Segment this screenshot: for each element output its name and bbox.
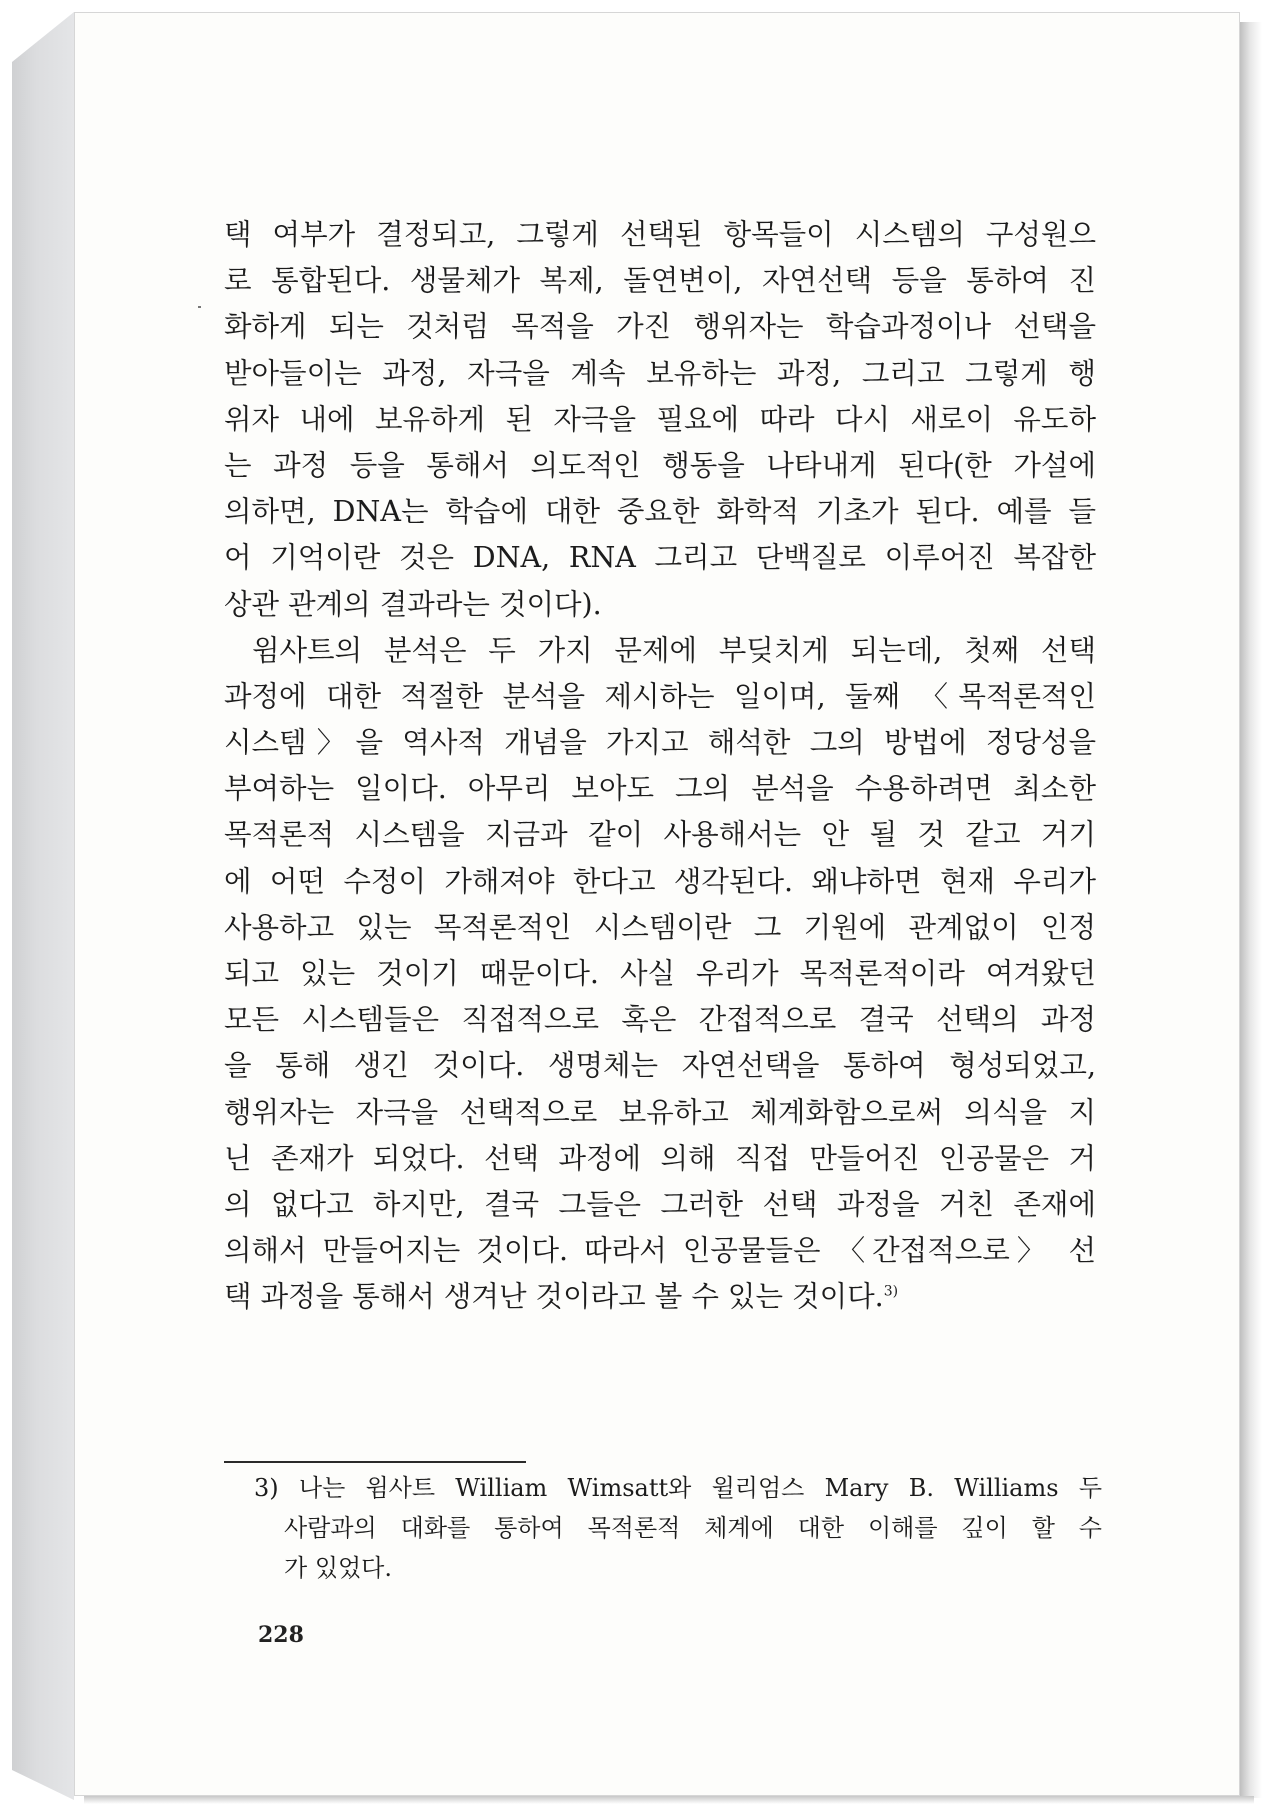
body-line: 는 과정 등을 통해서 의도적인 행동을 나타내게 된다(한 가설에 <box>224 448 1096 482</box>
body-line: 어 기억이란 것은 DNA, RNA 그리고 단백질로 이루어진 복잡한 <box>224 541 1096 575</box>
body-line: 받아들이는 과정, 자극을 계속 보유하는 과정, 그리고 그렇게 행 <box>224 356 1096 390</box>
body-line: 을 통해 생긴 것이다. 생명체는 자연선택을 통하여 형성되었고, <box>224 1049 1096 1083</box>
body-text <box>224 212 1096 1321</box>
body-line: 위자 내에 보유하게 된 자극을 필요에 따라 다시 새로이 유도하 <box>224 402 1096 436</box>
footnote-line: 사람과의 대화를 통하여 목적론적 체계에 대한 이해를 깊이 할 수 <box>284 1514 1102 1542</box>
body-line: 화하게 되는 것처럼 목적을 가진 행위자는 학습과정이나 선택을 <box>224 310 1096 344</box>
body-line: 택 여부가 결정되고, 그렇게 선택된 항목들이 시스템의 구성원으 <box>224 218 1096 251</box>
page-number: 228 <box>258 1622 304 1648</box>
body-line-paragraph-start: 윔사트의 분석은 두 가지 문제에 부딪치게 되는데, 첫째 선택 <box>252 633 1096 667</box>
body-line: 과정에 대한 적절한 분석을 제시하는 일이며, 둘째 〈목적론적인 <box>224 679 1096 713</box>
body-line: 의해서 만들어지는 것이다. 따라서 인공물들은 〈간접적으로〉 선 <box>224 1234 1096 1268</box>
body-line: 목적론적 시스템을 지금과 같이 사용해서는 안 될 것 같고 거기 <box>224 818 1096 852</box>
scan-speck <box>198 306 201 308</box>
body-line-text: 택 과정을 통해서 생겨난 것이라고 볼 수 있는 것이다. <box>224 1280 884 1314</box>
body-line: 시스템〉을 역사적 개념을 가지고 해석한 그의 방법에 정당성을 <box>224 726 1096 760</box>
footnote <box>254 1468 1102 1588</box>
body-line: 사용하고 있는 목적론적인 시스템이란 그 기원에 관계없이 인정 <box>224 910 1096 944</box>
page-edge-shadow <box>1240 22 1262 1798</box>
footnote-line: 가 있었다. <box>284 1554 392 1582</box>
footnote-line: 3) 나는 윔사트 William Wimsatt와 윌리엄스 Mary B. Williams 두 <box>254 1474 1102 1502</box>
body-line: 되고 있는 것이기 때문이다. 사실 우리가 목적론적이라 여겨왔던 <box>224 957 1096 990</box>
footnote-divider <box>224 1461 526 1463</box>
body-line: 로 통합된다. 생물체가 복제, 돌연변이, 자연선택 등을 통하여 진 <box>224 264 1096 298</box>
body-line: 에 어떤 수정이 가해져야 한다고 생각된다. 왜냐하면 현재 우리가 <box>224 864 1096 898</box>
body-line-with-footnote <box>224 1274 1096 1320</box>
footnote-reference: 3) <box>883 1283 899 1300</box>
body-line: 의하면, DNA는 학습에 대한 중요한 화학적 기초가 된다. 예를 들 <box>224 495 1096 529</box>
body-line: 행위자는 자극을 선택적으로 보유하고 체계화함으로써 의식을 지 <box>224 1095 1096 1129</box>
body-line: 닌 존재가 되었다. 선택 과정에 의해 직접 만들어진 인공물은 거 <box>224 1141 1096 1175</box>
body-line: 의 없다고 하지만, 결국 그들은 그러한 선택 과정을 거친 존재에 <box>224 1187 1096 1221</box>
book-spine-edge <box>12 12 74 1800</box>
body-line: 모든 시스템들은 직접적으로 혹은 간접적으로 결국 선택의 과정 <box>224 1003 1096 1037</box>
page-bottom-shadow <box>84 1796 1254 1804</box>
body-line: 상관 관계의 결과라는 것이다). <box>224 587 602 621</box>
body-line: 부여하는 일이다. 아무리 보아도 그의 분석을 수용하려면 최소한 <box>224 772 1096 806</box>
